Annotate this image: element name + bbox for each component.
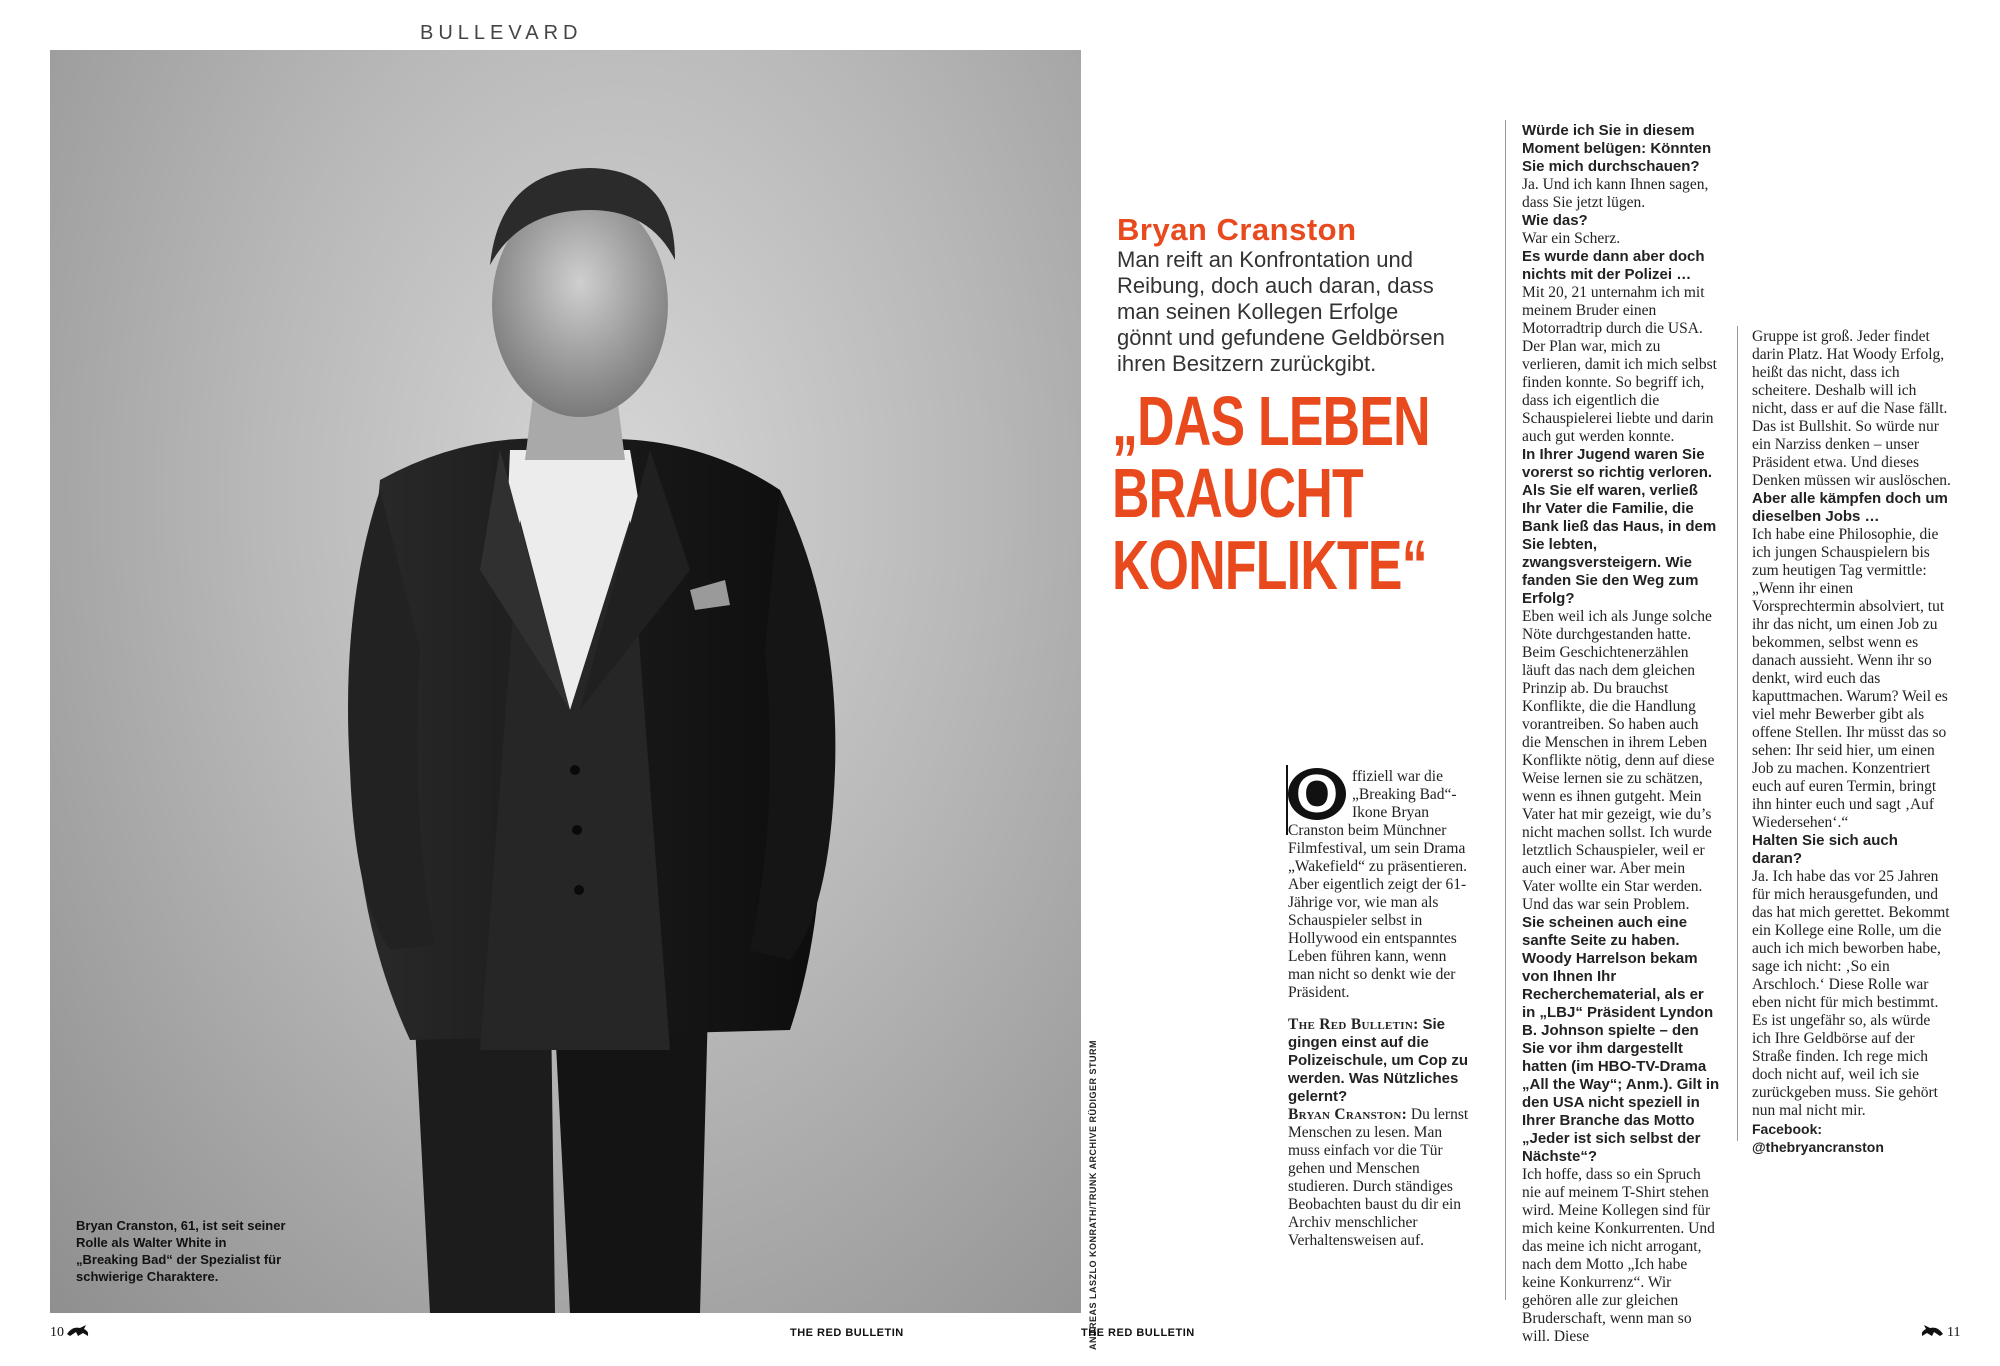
headline-line-3: KONFLIKTE“: [1112, 526, 1427, 604]
article-dek: Man reift an Konfrontation und Reibung, doch auch daran, dass man seinen Kollegen Erfolge gönnt und gefundene Geldbörsen ihren Besitzern zurückgibt.: [1117, 247, 1445, 376]
question-5: In Ihrer Jugend waren Sie vorerst so richtig verloren. Als Sie elf waren, verließ Ihr Vater die Familie, die Bank ließ das Haus, in dem Sie lebten, zwangsversteigern. Wie fanden Sie den Weg zum Erfolg?: [1522, 446, 1717, 607]
question-8: Halten Sie sich auch daran?: [1752, 832, 1898, 867]
answer-6-continued: Gruppe ist groß. Jeder findet darin Platz. Hat Woody Erfolg, heißt das nicht, dass ich scheitere. Deshalb will ich nicht, dass er auf die Nase fällt. Das ist Bullshit. So würde nur ein Narziss denken – unser Präsident etwa. Und dieses Denken müssen wir auslöschen.: [1752, 328, 1951, 489]
section-label: BULLEVARD: [420, 22, 583, 44]
answer-8: Ja. Ich habe das vor 25 Jahren für mich herausgefunden, und das hat mich gerettet. Bekommt ein Kollege eine Rolle, um die auch ich mich beworben habe, sage ich nicht: ‚So ein Arschloch.‘ Diese Rolle war eben nicht für mich bestimmt. Es ist ungefähr so, als würde ich Ihre Geldbörse auf der Straße finden. Ich rege mich doch nicht auf, weil ich sie zurückgeben muss. Sie gehört nun mal nicht mir.: [1752, 868, 1950, 1119]
photo-credit: [1088, 1040, 1106, 1350]
brand-footer-right: THE RED BULLETIN: [1081, 1327, 1195, 1339]
answer-7: Ich habe eine Philosophie, die ich jungen Schauspielern bis zum heutigen Tag vermittle: „Wenn ihr einen Vorsprechtermin absolviert, tut ihr das nicht, um einen Job zu bekommen, selbst wenn es danach aussieht. Wenn ihr so denkt, wird euch das kaputtmachen. Warum? Weil es viel mehr Bewerber gibt als offene Stellen. Ihr müsst das so sehen: Ihr seid hier, um einen Job zu machen. Konzentriert euch auf euren Termin, bringt ihn hinter euch und sagt ‚Auf Wiedersehen‘.“: [1752, 526, 1948, 831]
body-column-1: [1288, 764, 1470, 1250]
question-7: Aber alle kämpfen doch um dieselben Jobs …: [1752, 490, 1948, 525]
answer-1-text: Du lernst Menschen zu lesen. Man muss einfach vor die Tür gehen und Menschen studieren. Durch ständiges Beobachten baust du dir ein Archiv menschlicher Verhaltensweisen auf.: [1288, 1106, 1469, 1249]
answer-1: [1288, 1106, 1470, 1250]
body-column-2: [1522, 122, 1720, 1346]
column-divider: [1737, 326, 1738, 1141]
page-number-left: 10: [50, 1325, 64, 1340]
answer-label: Bryan Cranston:: [1288, 1106, 1408, 1123]
body-column-3: [1752, 328, 1952, 1156]
intro-paragraph: [1288, 764, 1470, 1002]
question-1-text: Sie gingen einst auf die Polizeischule, um Cop zu werden. Was Nützliches gelernt?: [1288, 1016, 1469, 1105]
headline: [1112, 382, 1430, 604]
question-2: Würde ich Sie in diesem Moment belügen: Könnten Sie mich durchschauen?: [1522, 122, 1712, 175]
question-3: Wie das?: [1522, 212, 1588, 229]
answer-3: War ein Scherz.: [1522, 230, 1621, 247]
bull-logo-icon: [66, 1324, 90, 1338]
page-number-right: 11: [1947, 1325, 1961, 1340]
facebook-handle: Facebook: @thebryancranston: [1752, 1121, 1884, 1155]
answer-5: Eben weil ich als Junge solche Nöte durchgestanden hatte. Beim Geschichtenerzählen läuft das nach dem gleichen Prinzip ab. Du brauchst Konflikte, die die Handlung vorantreiben. So haben auch die Menschen in ihrem Leben Konflikte nötig, denn auf diese Weise lernen sie zu schätzen, wenn es ihnen gutgeht. Mein Vater hat mir gezeigt, wie du’s nicht machen sollst. Ich wurde letztlich Schauspieler, weil er auch einer war. Aber mein Vater wollte ein Star werden. Und das war sein Problem.: [1522, 608, 1715, 913]
column-divider: [1505, 120, 1506, 1300]
headline-line-1: „DAS LEBEN: [1112, 382, 1430, 460]
answer-4: Mit 20, 21 unternahm ich mit meinem Bruder einen Motorradtrip durch die USA. Der Plan war, mich zu verlieren, damit ich mich selbst finden konnte. So begriff ich, dass ich eigentlich die Schauspielerei liebte und darin auch gut werden konnte.: [1522, 284, 1717, 445]
question-4: Es wurde dann aber doch nichts mit der Polizei …: [1522, 248, 1705, 283]
photo-credit-text: ANDREAS LASZLO KONRATH/TRUNK ARCHIVE RÜDIGER STURM: [1088, 1040, 1098, 1350]
intro-text: ffiziell war die „Breaking Bad“-Ikone Bryan Cranston beim Münchner Filmfestival, um sein Drama „Wakefield“ zu präsentieren. Aber eigentlich zeigt der 61-Jährige vor, wie man als Schauspieler selbst in Hollywood ein entspanntes Leben führen kann, wenn man nicht so denkt wie der Präsident.: [1288, 768, 1468, 1001]
interviewer-label: The Red Bulletin:: [1288, 1016, 1419, 1033]
dropcap: O: [1288, 768, 1346, 820]
bull-logo-icon: [1920, 1324, 1944, 1338]
question-1: [1288, 1016, 1470, 1106]
brand-footer-left: THE RED BULLETIN: [790, 1327, 904, 1339]
portrait-illustration: [50, 50, 1081, 1313]
subject-name: Bryan Cranston: [1117, 212, 1357, 247]
question-6: Sie scheinen auch eine sanfte Seite zu haben. Woody Harrelson bekam von Ihnen Ihr Recherchematerial, als er in „LBJ“ Präsident Lyndon B. Johnson spielte – den Sie vor ihm dargestellt hatten (im HBO-TV-Drama „All the Way“; Anm.). Gilt in den USA nicht speziell in Ihrer Branche das Motto „Jeder ist sich selbst der Nächste“?: [1522, 914, 1720, 1165]
headline-line-2: BRAUCHT: [1112, 454, 1363, 532]
answer-6: Ich hoffe, dass so ein Spruch nie auf meinem T-Shirt stehen wird. Meine Kollegen sind für mich keine Konkurrenten. Und das meine ich nicht arrogant, nach dem Motto „Ich habe keine Konkurrenz“. Wir gehören alle zur gleichen Bruderschaft, wenn man so will. Diese: [1522, 1166, 1715, 1345]
answer-2: Ja. Und ich kann Ihnen sagen, dass Sie jetzt lügen.: [1522, 176, 1709, 211]
photo-caption: Bryan Cranston, 61, ist seit seiner Rolle als Walter White in „Breaking Bad“ der Spezialist für schwierige Charaktere.: [76, 1218, 286, 1284]
